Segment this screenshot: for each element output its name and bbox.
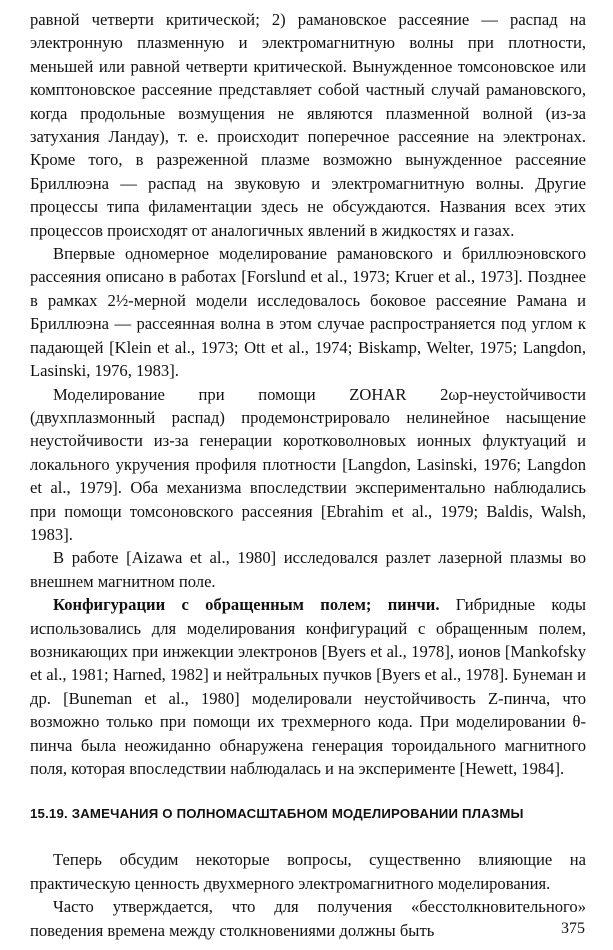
paragraph-4: В работе [Aizawa et al., 1980] исследовался разлет лазерной плазмы во внешнем магнитном поле. — [30, 548, 586, 591]
paragraph-5 — [30, 593, 586, 780]
paragraph-5-lead: Конфигурации с обращенным полем; пинчи. — [53, 595, 440, 615]
section-heading — [30, 804, 586, 824]
paragraph-2: Впервые одномерное моделирование рамановского и бриллюэновского рассеяния описано в работах [Forslund et al., 1973; Kruer et al., 1973]. Позднее в рамках 2½-мерной модели исследовалось боковое рассеяние Рамана и Бриллюэна — рассеянная волна в этом случае распространяется под углом к падающей [Klein et al., 1973; Ott et al., 1974; Biskamp, Welter, 1975; Langdon, Lasinski, 1976, 1983]. — [30, 244, 586, 381]
section-title: ЗАМЕЧАНИЯ О ПОЛНОМАСШТАБНОМ МОДЕЛИРОВАНИИ ПЛАЗМЫ — [71, 806, 524, 822]
paragraph-6: Теперь обсудим некоторые вопросы, существенно влияющие на практическую ценность двухмерного электромагнитного моделирования. — [30, 850, 586, 893]
paragraph-1: равной четверти критической; 2) рамановское рассеяние — распад на электронную плазменную и электромагнитную волны при плотности, меньшей или равной четверти критической. Вынужденное томсоновское или комптоновское рассеяние представляет собой частный случай рамановского, когда продольные возмущения не являются плазменной волной (из-за затухания Ландау), т. е. происходит поперечное рассеяние на электронах. Кроме того, в разреженной плазме возможно вынужденное рассеяние Бриллюэна — распад на звуковую и электромагнитную волны. Другие процессы типа филаментации здесь не обсуждаются. Названия всех этих процессов происходят от аналогичных явлений в жидкостях и газах. — [30, 10, 586, 240]
paragraph-5-text: Гибридные коды использовались для моделирования конфигураций с обращенным полем, возникающих при инжекции электронов [Byers et al., 1978], ионов [Mankofsky et al., 1981; Harned, 1982] и нейтральных пучков [Byers et al., 1978]. Бунеман и др. [Buneman et al., 1980] моделировали неустойчивость Z-пинча, что возможно только при помощи их трехмерного кода. При моделировании θ-пинча была неожиданно обнаружена генерация тороидального магнитного поля, которая впоследствии наблюдалась и на эксперименте [Hewett, 1984]. — [30, 595, 586, 778]
page-number: 375 — [561, 920, 585, 937]
section-number: 15.19. — [30, 806, 68, 822]
paragraph-3: Моделирование при помощи ZOHAR 2ωp-неустойчивости (двухплазмонный распад) продемонстрировало нелинейное насыщение неустойчивости из-за генерации коротковолновых ионных флуктуаций и локального укручения профиля плотности [Langdon, Lasinski, 1976; Langdon et al., 1979]. Оба механизма впоследствии экспериментально наблюдались при помощи томсоновского рассеяния [Ebrahim et al., 1979; Baldis, Walsh, 1983]. — [30, 384, 586, 544]
paragraph-7: Часто утверждается, что для получения «бесстолкновительного» поведения времена между столкновениями должны быть — [30, 897, 586, 940]
page-body — [30, 8, 586, 942]
